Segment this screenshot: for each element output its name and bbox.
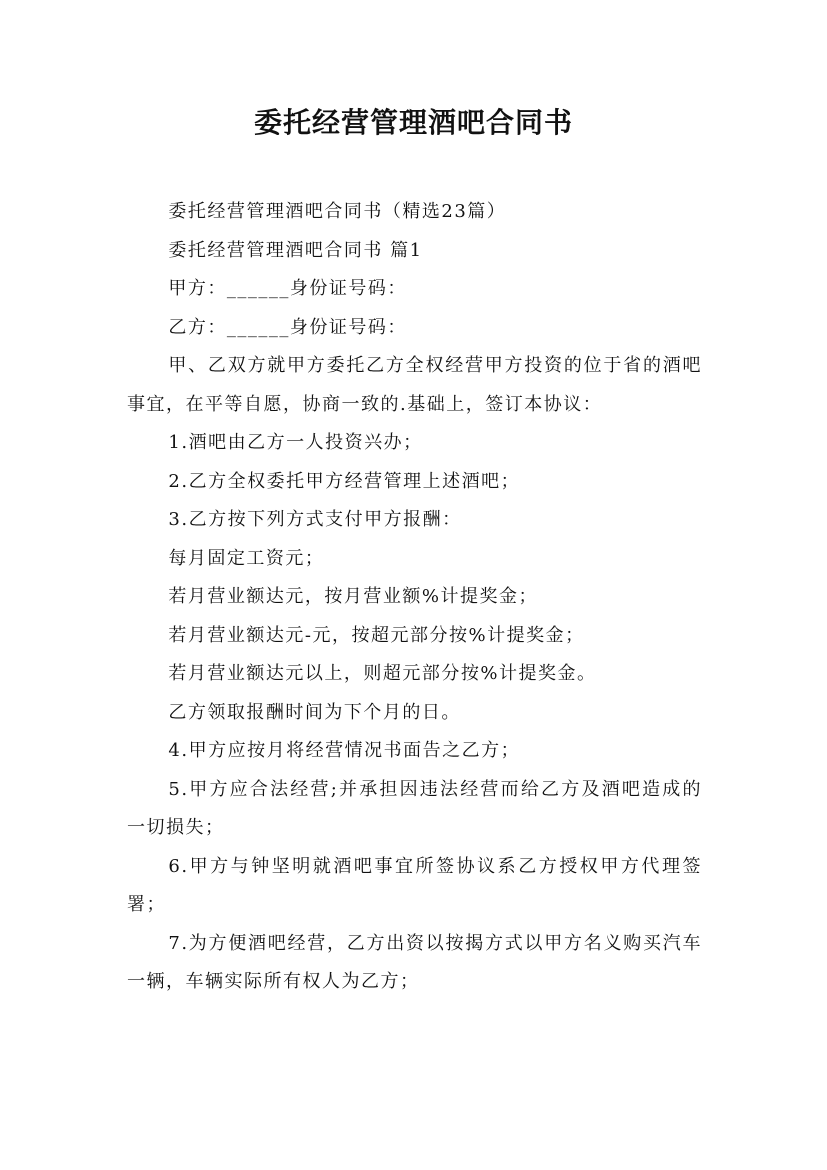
clause-3: 3.乙方按下列方式支付甲方报酬： — [168, 509, 462, 530]
document-body — [127, 193, 702, 1002]
paragraph-preamble: 甲、乙双方就甲方委托乙方全权经营甲方投资的位于省的酒吧事宜，在平等自愿，协商一致的.基础上，签订本协议： — [127, 355, 702, 415]
paragraph-party-a: 甲方：______身份证号码： — [168, 278, 407, 299]
clause-2: 2.乙方全权委托甲方经营管理上述酒吧； — [168, 470, 521, 492]
clause-7: 7.为方便酒吧经营，乙方出资以按揭方式以甲方名义购买汽车一辆，车辆实际所有权人为乙方； — [127, 932, 702, 992]
clause-3-item-fixed-salary: 每月固定工资元； — [168, 547, 325, 569]
clause-3-item-bonus-1: 若月营业额达元，按月营业额%计提奖金； — [168, 586, 538, 607]
clause-3-item-bonus-2: 若月营业额达元-元，按超元部分按%计提奖金； — [168, 624, 585, 646]
clause-5: 5.甲方应合法经营;并承担因违法经营而给乙方及酒吧造成的一切损失； — [127, 778, 702, 838]
clause-6: 6.甲方与钟坚明就酒吧事宜所签协议系乙方授权甲方代理签署； — [127, 855, 702, 915]
paragraph-subtitle: 委托经营管理酒吧合同书（精选23篇） — [168, 201, 507, 222]
paragraph-party-b: 乙方：______身份证号码： — [168, 316, 407, 338]
document-title: 委托经营管理酒吧合同书 — [253, 106, 573, 139]
paragraph-section-heading: 委托经营管理酒吧合同书 篇1 — [168, 239, 423, 261]
clause-3-item-bonus-3: 若月营业额达元以上，则超元部分按%计提奖金。 — [168, 663, 597, 684]
clause-4: 4.甲方应按月将经营情况书面告之乙方； — [168, 740, 521, 761]
clause-1: 1.酒吧由乙方一人投资兴办； — [168, 432, 423, 453]
clause-3-payment-date: 乙方领取报酬时间为下个月的日。 — [168, 701, 461, 723]
